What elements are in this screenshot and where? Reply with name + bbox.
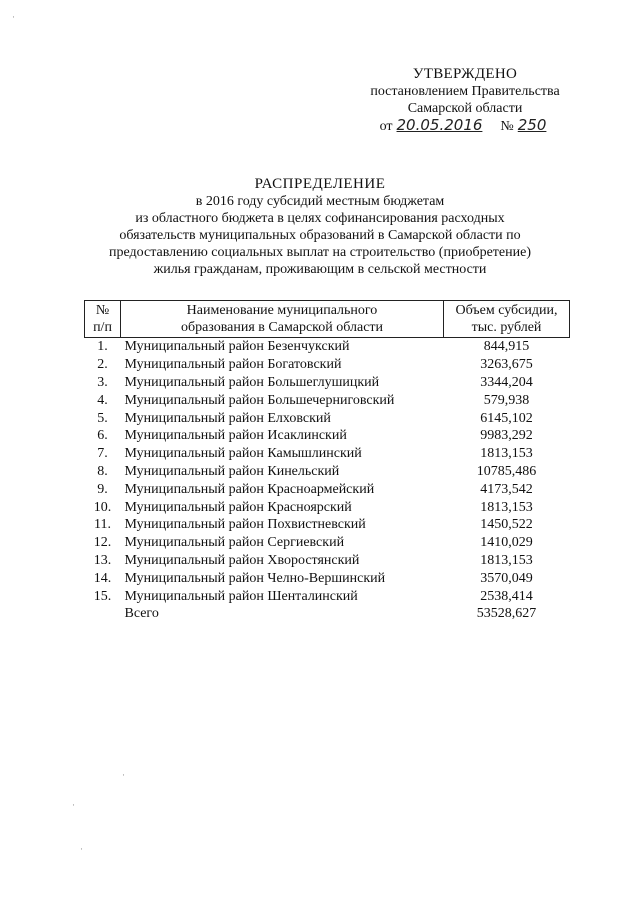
table-row: 3. Муниципальный район Большеглушицкий 3344,204 bbox=[97, 374, 533, 390]
subtitle-line: из областного бюджета в целях софинансирования расходных bbox=[135, 211, 505, 226]
approval-number: 250 bbox=[517, 116, 547, 134]
table-row: 9. Муниципальный район Красноармейский 4173,542 bbox=[97, 481, 533, 497]
total-value: 53528,627 bbox=[476, 606, 537, 622]
document-title: РАСПРЕДЕЛЕНИЕ bbox=[254, 176, 386, 192]
table-row: 6. Муниципальный район Исаклинский 9983,292 bbox=[97, 428, 533, 444]
table-row: 11. Муниципальный район Похвистневский 1450,522 bbox=[94, 517, 533, 533]
table-row: 10. Муниципальный район Красноярский 1813,153 bbox=[93, 499, 533, 515]
distribution-table bbox=[84, 300, 570, 623]
approval-date: 20.05.2016 bbox=[396, 116, 483, 134]
header-value: Объем субсидии, тыс. рублей bbox=[444, 301, 570, 338]
table-row: 4. Муниципальный район Большечерниговский 579,938 bbox=[97, 392, 530, 408]
approval-line-2: Самарской области bbox=[407, 101, 523, 116]
document-title-block bbox=[60, 176, 580, 278]
table-row: 7. Муниципальный район Камышлинский 1813,153 bbox=[97, 446, 533, 462]
subtitle-line: обязательств муниципальных образований в Самарской области по bbox=[119, 228, 521, 243]
table-row: 12. Муниципальный район Сергиевский 1410,029 bbox=[93, 535, 533, 551]
approval-stamp bbox=[340, 66, 590, 135]
approval-date-line bbox=[340, 117, 590, 135]
scan-speck: · bbox=[122, 770, 125, 780]
scan-speck: · bbox=[12, 12, 15, 22]
table-row: 15. Муниципальный район Шенталинский 2538,414 bbox=[93, 588, 533, 604]
number-prefix: № bbox=[500, 119, 514, 134]
header-num: № п/п bbox=[85, 301, 121, 338]
table-row: 2. Муниципальный район Богатовский 3263,675 bbox=[97, 357, 533, 373]
table-row: 8. Муниципальный район Кинельский 10785,486 bbox=[97, 463, 537, 479]
table-row: 13. Муниципальный район Хворостянский 1813,153 bbox=[93, 552, 533, 568]
table-header bbox=[85, 301, 570, 338]
date-prefix: от bbox=[379, 119, 393, 134]
approval-line-1: постановлением Правительства bbox=[370, 84, 560, 99]
subtitle-line: в 2016 году субсидий местным бюджетам bbox=[195, 194, 445, 209]
total-row bbox=[85, 605, 570, 623]
table-body bbox=[85, 338, 570, 623]
table-row: 14. Муниципальный район Челно-Вершинский 3570,049 bbox=[93, 570, 533, 586]
approval-title: УТВЕРЖДЕНО bbox=[412, 66, 518, 82]
subtitle-line: предоставлению социальных выплат на строительство (приобретение) bbox=[109, 245, 531, 260]
subtitle-line: жилья гражданам, проживающим в сельской местности bbox=[153, 262, 487, 277]
scan-speck: · bbox=[72, 800, 75, 810]
total-label: Всего bbox=[124, 606, 159, 622]
header-name: Наименование муниципального образования в Самарской области bbox=[121, 301, 444, 338]
scan-speck: · bbox=[80, 844, 83, 854]
table-row: 5. Муниципальный район Елховский 6145,102 bbox=[97, 410, 533, 426]
table-row: 1. Муниципальный район Безенчукский 844,915 bbox=[97, 339, 530, 355]
